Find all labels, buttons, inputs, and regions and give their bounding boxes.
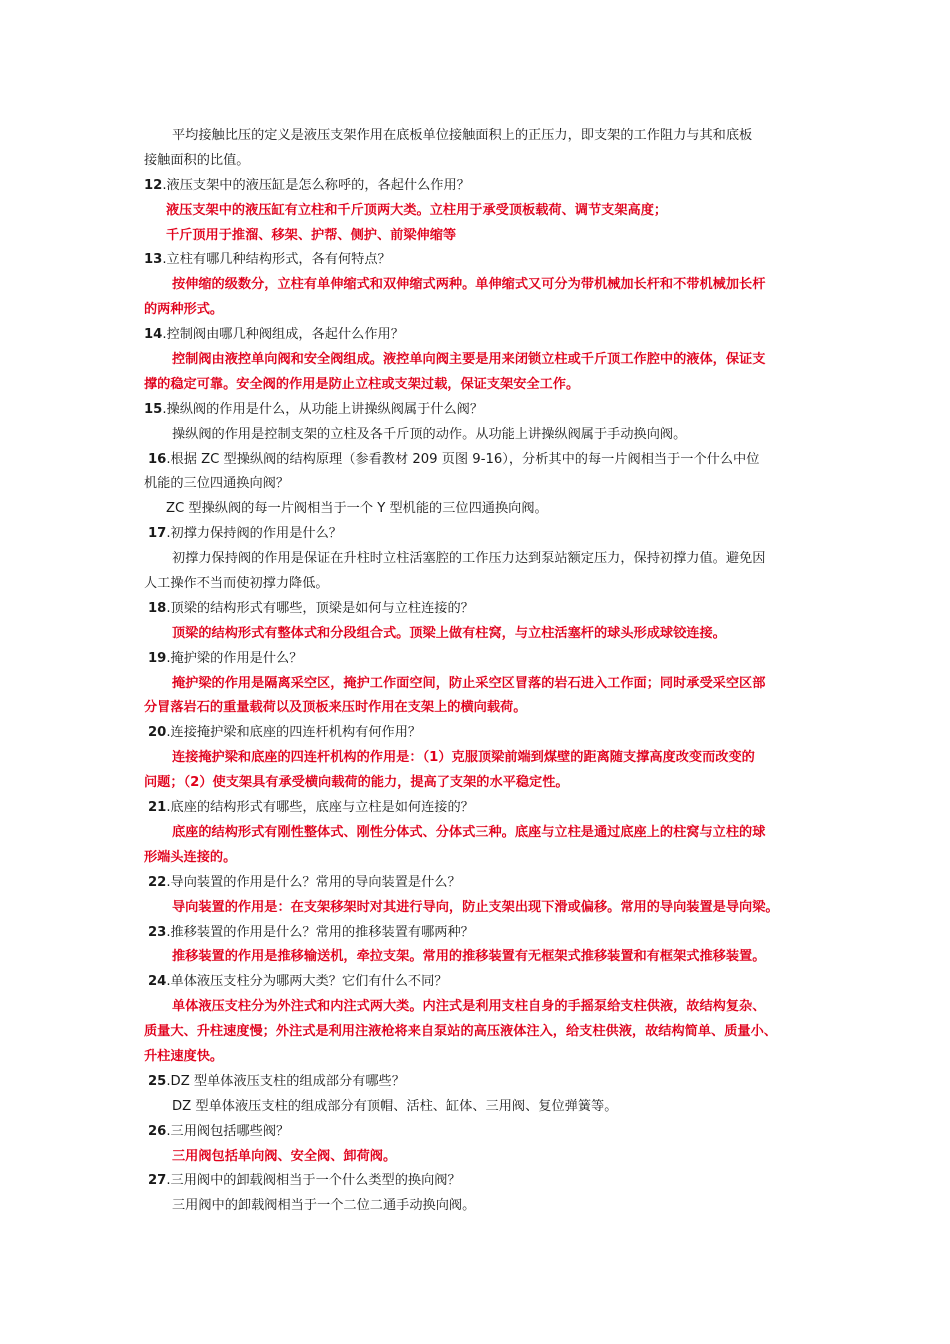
text-line: 机能的三位四通换向阀？	[144, 476, 290, 492]
answer-line: 控制阀由液控单向阀和安全阀组成。液控单向阀主要是用来闭锁立柱或千斤顶工作腔中的液体，保证支	[172, 352, 766, 368]
question-line	[144, 970, 808, 995]
text-line: 三用阀中的卸载阀相当于一个二位二通手动换向阀。	[172, 1198, 476, 1214]
answer-line: 升柱速度快。	[144, 1048, 224, 1064]
answer-line: 按伸缩的级数分，立柱有单伸缩式和双伸缩式两种。单伸缩式又可分为带机械加长杆和不带机械加长杆	[172, 277, 766, 293]
text-line: 人工操作不当而使初撑力降低。	[144, 576, 329, 592]
question-text: .操纵阀的作用是什么，从功能上讲操纵阀属于什么阀？	[162, 401, 484, 417]
question-number: 15	[144, 401, 163, 417]
question-text: .连接掩护梁和底座的四连杆机构有何作用？	[166, 725, 422, 741]
answer-line: 质量大、升柱速度慢；外注式是利用注液枪将来自泵站的高压液体注入，给支柱供液，故结构简单、质量小、	[144, 1024, 777, 1040]
answer-line: 的两种形式。	[144, 302, 224, 318]
question-line	[144, 323, 808, 348]
answer-line: 掩护梁的作用是隔离采空区，掩护工作面空间，防止采空区冒落的岩石进入工作面；同时承受采空区部	[172, 675, 766, 691]
question-text: .推移装置的作用是什么？常用的推移装置有哪两种？	[166, 924, 474, 940]
question-text: .控制阀由哪几种阀组成，各起什么作用？	[162, 327, 404, 343]
question-text: .三用阀包括哪些阀？	[166, 1123, 290, 1139]
text-line: 初撑力保持阀的作用是保证在升柱时立柱活塞腔的工作压力达到泵站额定压力，保持初撑力值。避免因	[172, 551, 766, 567]
text-line: 接触面积的比值。	[144, 152, 250, 168]
text-line: 操纵阀的作用是控制支架的立柱及各千斤顶的动作。从功能上讲操纵阀属于手动换向阀。	[172, 426, 687, 442]
question-line	[144, 921, 808, 946]
question-text: .立柱有哪几种结构形式，各有何特点？	[162, 252, 391, 268]
question-text: .根据 ZC 型操纵阀的结构原理（参看教材 209 页图 9-16），分析其中的每一片阀相当于一个什么中位	[166, 451, 760, 467]
question-number: 23	[148, 924, 167, 940]
question-line	[144, 796, 808, 821]
question-number: 26	[148, 1123, 167, 1139]
question-text: .液压支架中的液压缸是怎么称呼的，各起什么作用？	[162, 177, 470, 193]
answer-line: 底座的结构形式有刚性整体式、刚性分体式、分体式三种。底座与立柱是通过底座上的柱窝与立柱的球	[172, 824, 766, 840]
text-line: DZ 型单体液压支柱的组成部分有顶帽、活柱、缸体、三用阀、复位弹簧等。	[172, 1098, 618, 1114]
answer-line: 顶梁的结构形式有整体式和分段组合式。顶梁上做有柱窝，与立柱活塞杆的球头形成球铰连接。	[172, 625, 726, 641]
question-line	[144, 248, 808, 273]
question-text: .初撑力保持阀的作用是什么？	[166, 526, 342, 542]
question-line	[144, 398, 808, 423]
question-text: .DZ 型单体液压支柱的组成部分有哪些？	[166, 1073, 405, 1089]
answer-line: 三用阀包括单向阀、安全阀、卸荷阀。	[172, 1148, 397, 1164]
question-number: 25	[148, 1073, 167, 1089]
answer-line: 液压支架中的液压缸有立柱和千斤顶两大类。立柱用于承受顶板载荷、调节支架高度；	[166, 202, 668, 218]
answer-line: 撑的稳定可靠。安全阀的作用是防止立柱或支架过载，保证支架安全工作。	[144, 376, 580, 392]
question-number: 12	[144, 177, 163, 193]
answer-line: 连接掩护梁和底座的四连杆机构的作用是：（1）克服顶梁前端到煤壁的距离随支撑高度改变而改变的	[172, 750, 755, 766]
question-line	[144, 871, 808, 896]
question-line	[144, 1169, 808, 1194]
question-line	[144, 1070, 808, 1095]
answer-line: 问题；（2）使支架具有承受横向载荷的能力，提高了支架的水平稳定性。	[144, 775, 569, 791]
question-number: 14	[144, 327, 163, 343]
question-number: 16	[148, 451, 167, 467]
question-number: 27	[148, 1173, 167, 1189]
answer-line: 形端头连接的。	[144, 849, 237, 865]
text-line: ZC 型操纵阀的每一片阀相当于一个 Y 型机能的三位四通换向阀。	[166, 501, 548, 517]
question-number: 24	[148, 974, 167, 990]
question-line	[144, 448, 808, 473]
question-number: 20	[148, 725, 167, 741]
answer-line: 分冒落岩石的重量载荷以及顶板来压时作用在支架上的横向载荷。	[144, 700, 527, 716]
question-line	[144, 597, 808, 622]
question-line	[144, 522, 808, 547]
question-text: .顶梁的结构形式有哪些，顶梁是如何与立柱连接的？	[166, 600, 474, 616]
document-body	[144, 124, 808, 1219]
text-line: 平均接触比压的定义是液压支架作用在底板单位接触面积上的正压力，即支架的工作阻力与其和底板	[172, 128, 753, 143]
question-line	[144, 174, 808, 199]
question-line	[144, 721, 808, 746]
question-text: .三用阀中的卸载阀相当于一个什么类型的换向阀？	[166, 1173, 461, 1189]
question-number: 18	[148, 600, 167, 616]
question-text: .底座的结构形式有哪些，底座与立柱是如何连接的？	[166, 800, 474, 816]
question-line	[144, 1120, 808, 1145]
answer-line: 导向装置的作用是：在支架移架时对其进行导向，防止支架出现下滑或偏移。常用的导向装置是导向梁。	[172, 899, 779, 915]
question-number: 13	[144, 252, 163, 268]
answer-line: 单体液压支柱分为外注式和内注式两大类。内注式是利用支柱自身的手摇泵给支柱供液，故结构复杂、	[172, 999, 766, 1015]
question-text: .掩护梁的作用是什么？	[166, 650, 303, 666]
answer-line: 推移装置的作用是推移输送机，牵拉支架。常用的推移装置有无框架式推移装置和有框架式推移装置。	[172, 949, 766, 965]
question-number: 19	[148, 650, 167, 666]
question-number: 21	[148, 800, 167, 816]
question-number: 22	[148, 874, 167, 890]
question-line	[144, 647, 808, 672]
question-text: .导向装置的作用是什么？常用的导向装置是什么？	[166, 874, 461, 890]
question-text: .单体液压支柱分为哪两大类？它们有什么不同？	[166, 974, 448, 990]
question-number: 17	[148, 526, 167, 542]
answer-line: 千斤顶用于推溜、移架、护帮、侧护、前梁伸缩等	[166, 227, 457, 243]
